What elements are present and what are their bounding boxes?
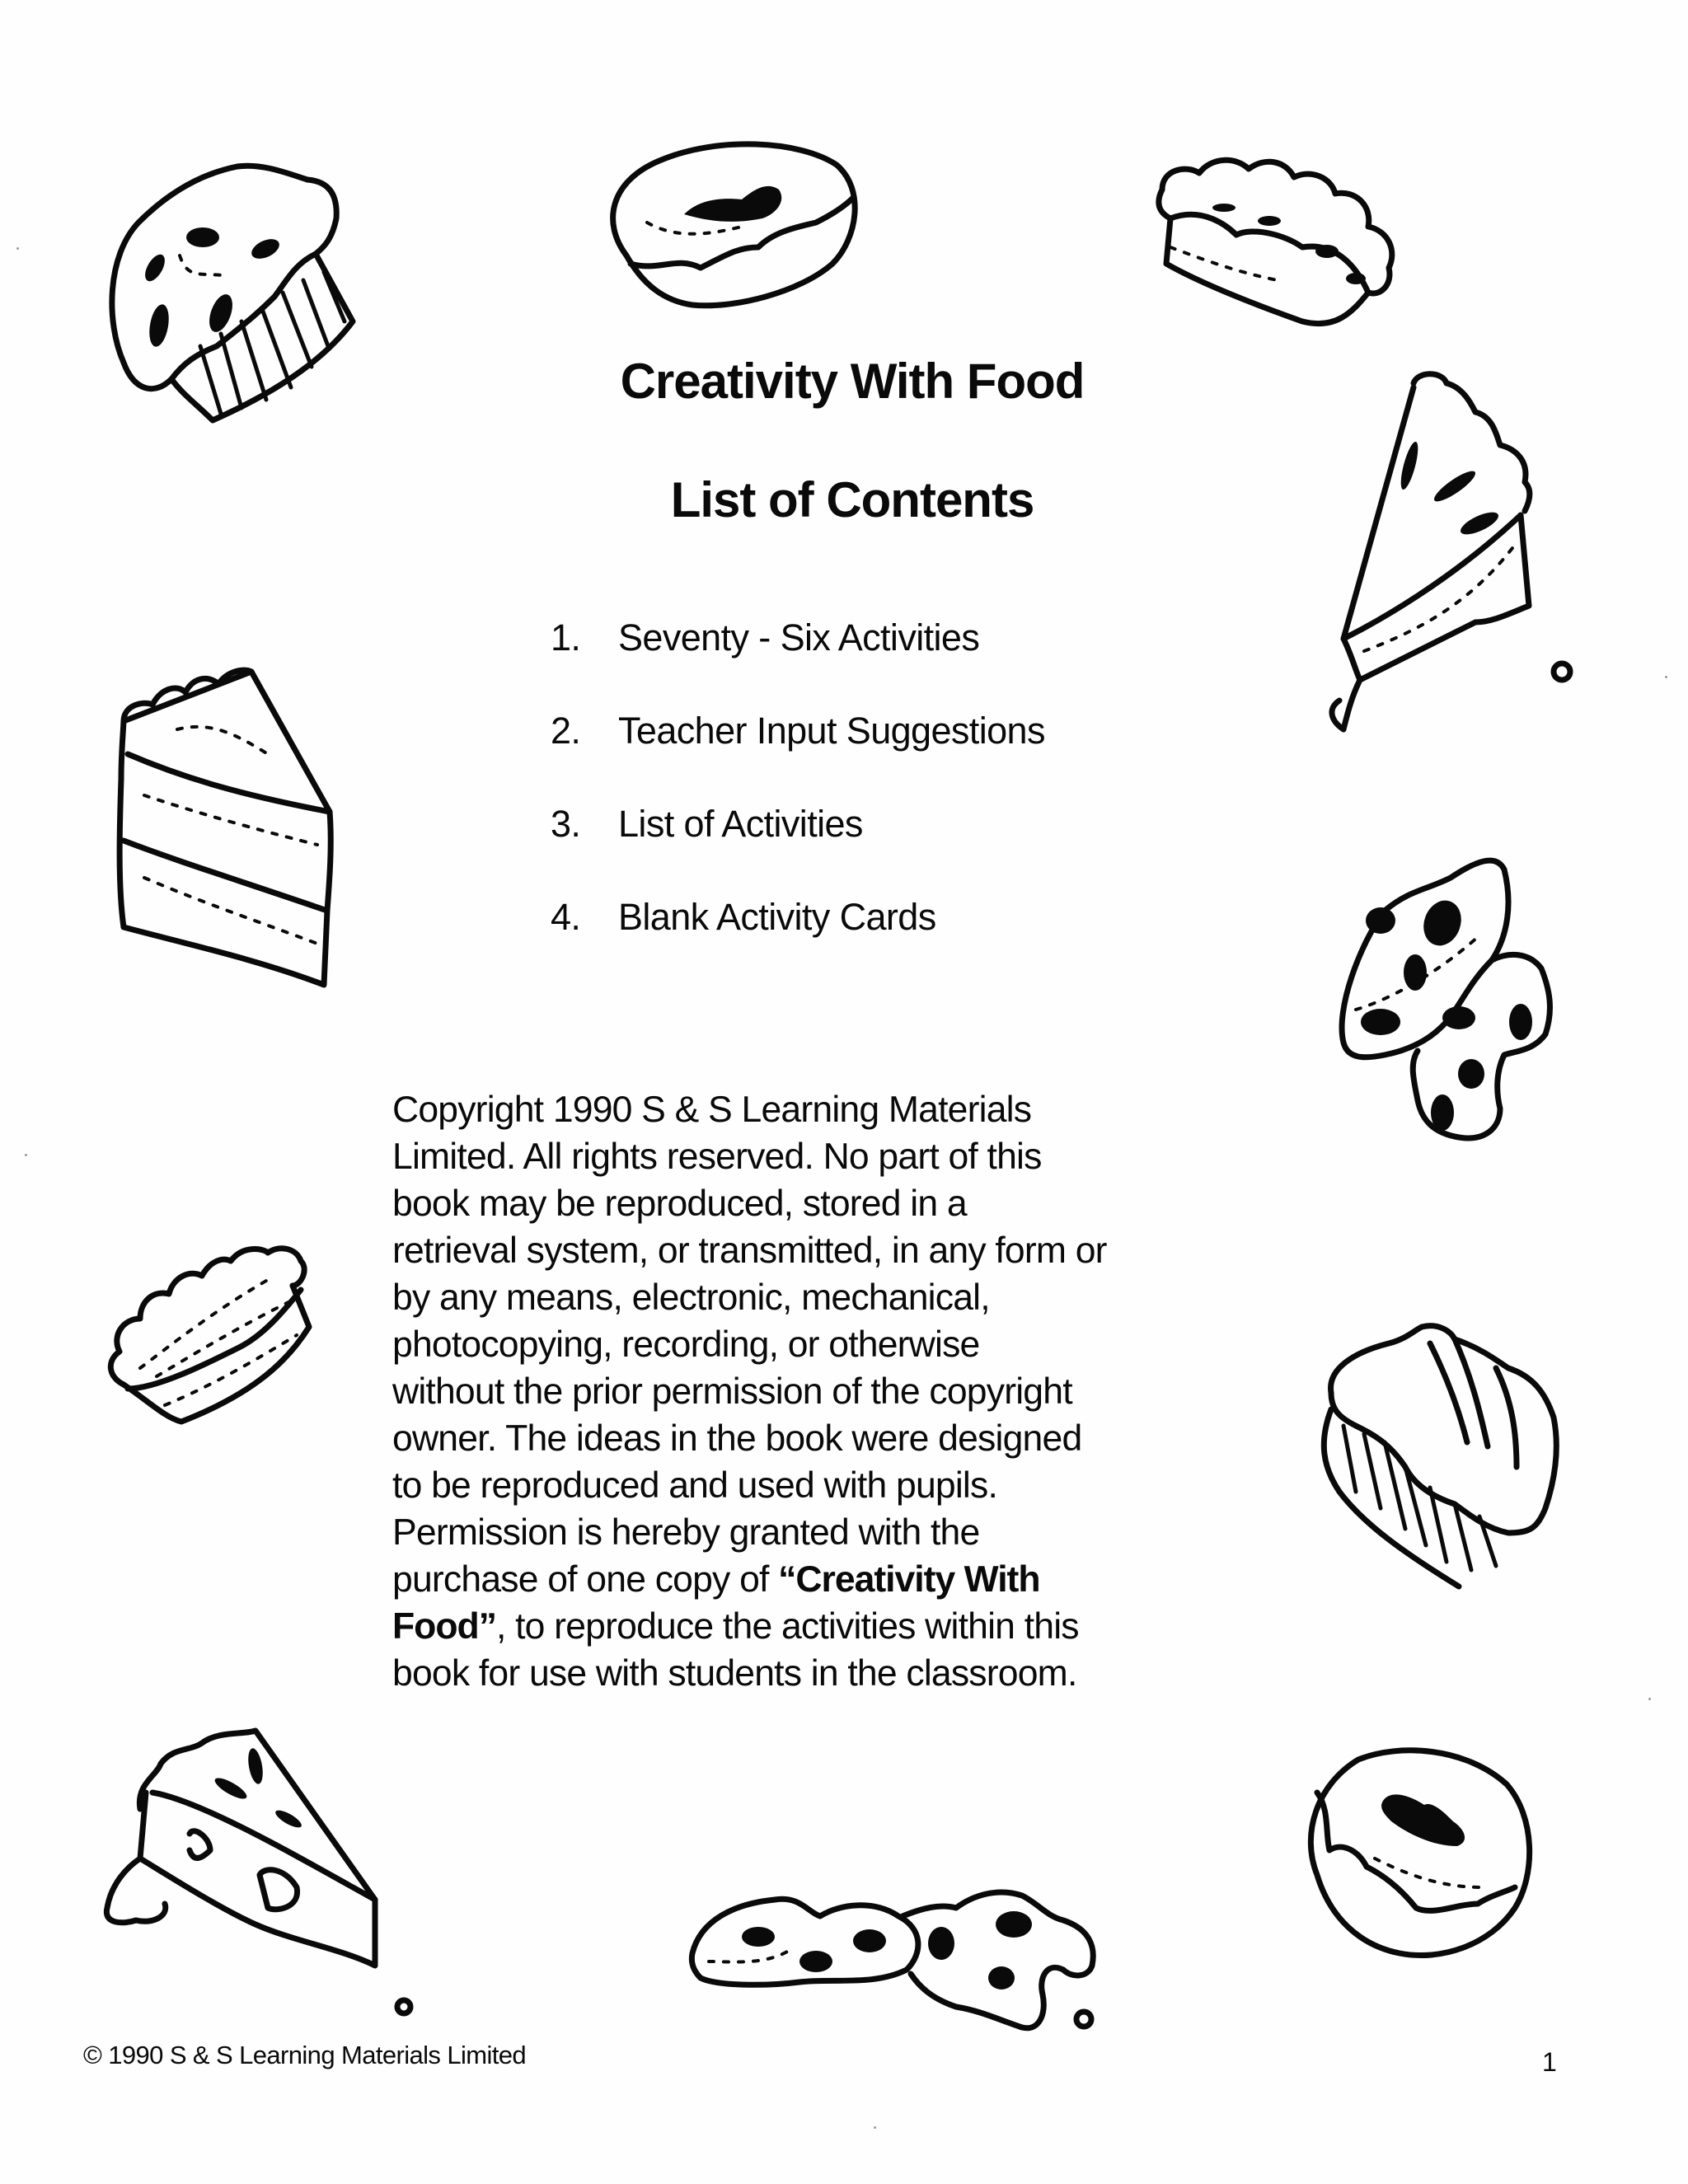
page-title: Creativity With Food xyxy=(620,354,1085,409)
contents-item-number: 4. xyxy=(551,896,581,938)
pie-slice-icon xyxy=(95,1727,433,2015)
copyright-line: book for use with students in the classroom. xyxy=(392,1653,1077,1694)
contents-item-label: Seventy - Six Activities xyxy=(618,616,980,658)
page-subtitle: List of Contents xyxy=(670,472,1034,527)
scan-speckle xyxy=(1648,1698,1651,1700)
contents-item-label: List of Activities xyxy=(618,803,863,845)
contents-item xyxy=(551,616,1045,710)
copyright-line: Copyright 1990 S & S Learning Materials xyxy=(392,1090,1032,1130)
scan-speckle xyxy=(16,247,19,250)
contents-item-number: 2. xyxy=(551,710,581,752)
copyright-line xyxy=(392,1556,1266,1603)
contents-item-number: 1. xyxy=(551,616,581,658)
cookies-icon xyxy=(684,1871,1154,2048)
copyright-line: without the prior permission of the copyright xyxy=(392,1371,1072,1412)
copyright-line: by any means, electronic, mechanical, xyxy=(392,1277,990,1318)
copyright-line xyxy=(392,1603,1266,1650)
copyright-line: photocopying, recording, or otherwise xyxy=(392,1324,980,1365)
pie-slice-icon xyxy=(1327,367,1566,754)
muffin-icon xyxy=(106,157,361,420)
donut-icon xyxy=(602,132,865,313)
scan-speckle xyxy=(25,1154,27,1156)
contents-list xyxy=(551,616,1045,989)
copyright-line: Permission is hereby granted with the xyxy=(392,1512,980,1553)
donut-icon xyxy=(1301,1743,1536,1961)
copyright-line: retrieval system, or transmitted, in any form or xyxy=(392,1230,1107,1271)
book-title-emphasis: Food” xyxy=(392,1606,496,1647)
tart-icon xyxy=(107,1212,317,1426)
contents-item xyxy=(551,803,1045,896)
copyright-text: purchase of one copy of xyxy=(392,1559,779,1600)
book-title-emphasis: “Creativity With xyxy=(778,1559,1040,1600)
copyright-notice xyxy=(392,1086,1266,1697)
copyright-line: owner. The ideas in the book were designed xyxy=(392,1418,1082,1459)
copyright-line: Limited. All rights reserved. No part of this xyxy=(392,1137,1042,1177)
footer-copyright: © 1990 S & S Learning Materials Limited xyxy=(83,2041,527,2069)
contents-item xyxy=(551,896,1045,989)
cookies-icon xyxy=(1335,845,1562,1146)
contents-item-number: 3. xyxy=(551,803,581,845)
copyright-text: , to reproduce the activities within this xyxy=(495,1606,1079,1647)
contents-item-label: Blank Activity Cards xyxy=(618,896,936,938)
scan-speckle xyxy=(874,2126,876,2129)
contents-item xyxy=(551,710,1045,803)
page-number: 1 xyxy=(1542,2047,1557,2077)
muffin-icon xyxy=(1306,1319,1562,1586)
copyright-line: book may be reproduced, stored in a xyxy=(392,1183,967,1224)
contents-item-label: Teacher Input Suggestions xyxy=(618,710,1045,752)
copyright-line: to be reproduced and used with pupils. xyxy=(392,1465,998,1506)
pie-icon xyxy=(1146,157,1405,330)
layer-cake-icon xyxy=(111,663,338,985)
scan-speckle xyxy=(1665,676,1667,678)
